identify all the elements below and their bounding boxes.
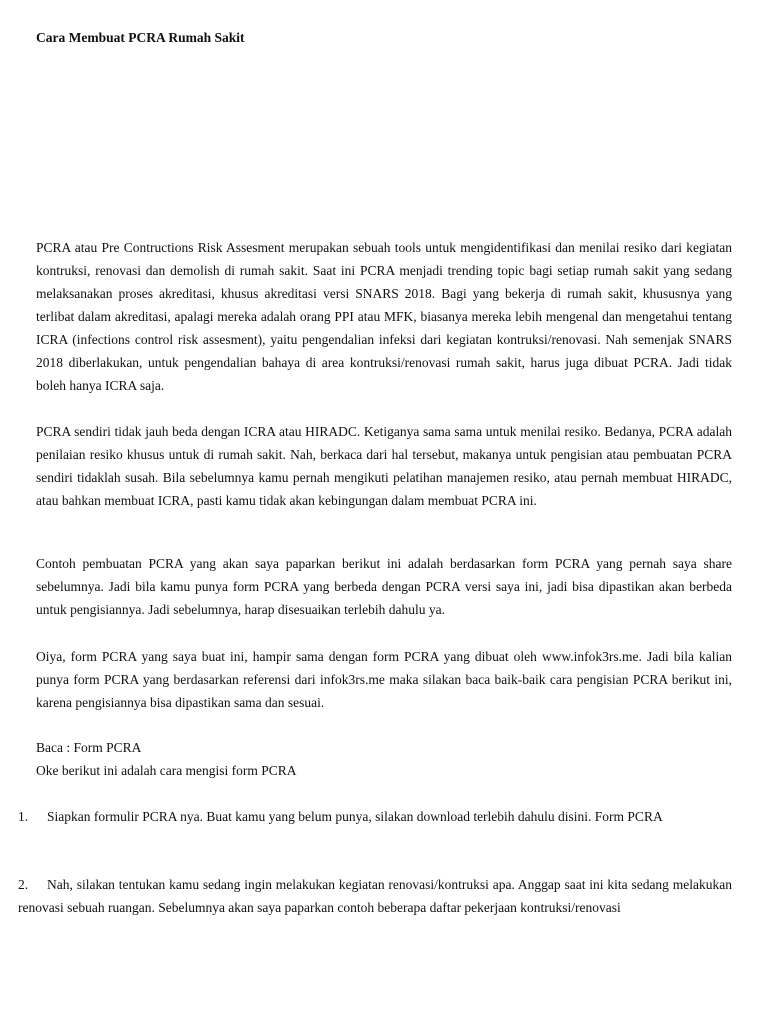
list-item (18, 805, 732, 828)
list-item-number: 1. (18, 809, 29, 824)
document-title: Cara Membuat PCRA Rumah Sakit (36, 30, 245, 45)
read-form-link-line[interactable]: Baca : Form PCRA (36, 740, 142, 755)
list-item (18, 873, 732, 919)
list-item-text: Siapkan formulir PCRA nya. Buat kamu yang belum punya, silakan download terlebih dahulu disini. Form PCRA (47, 809, 663, 824)
list-item-number: 2. (18, 877, 29, 892)
paragraph-example-basis: Contoh pembuatan PCRA yang akan saya paparkan berikut ini adalah berdasarkan form PCRA yang pernah saya share sebelumnya. Jadi bila kamu punya form PCRA yang berbeda dengan PCRA versi saya ini, jadi bisa dipastikan akan berbeda untuk pengisiannya. Jadi sebelumnya, harap disesuaikan terlebih dahulu ya. (36, 556, 732, 617)
list-item-text: Nah, silakan tentukan kamu sedang ingin melakukan kegiatan renovasi/kontruksi apa. Anggap saat ini kita sedang melakukan renovasi sebuah ruangan. Sebelumnya akan saya paparkan contoh beberapa daftar pekerjaan kontruksi/renovasi (18, 877, 732, 915)
paragraph-infok3rs-reference: Oiya, form PCRA yang saya buat ini, hampir sama dengan form PCRA yang dibuat oleh www.infok3rs.me. Jadi bila kalian punya form PCRA yang berdasarkan referensi dari infok3rs.me maka silakan baca baik-baik cara pengisian PCRA berikut ini, karena pengisiannya bisa dipastikan sama dan sesuai. (36, 649, 732, 710)
intro-line: Oke berikut ini adalah cara mengisi form PCRA (36, 763, 297, 778)
paragraph-pcra-definition: PCRA atau Pre Contructions Risk Assesment merupakan sebuah tools untuk mengidentifikasi dan menilai resiko dari kegiatan kontruksi, renovasi dan demolish di rumah sakit. Saat ini PCRA menjadi trending topic bagi setiap rumah sakit yang sedang melaksanakan proses akreditasi, khusus akreditasi versi SNARS 2018. Bagi yang bekerja di rumah sakit, khususnya yang terlibat dalam akreditasi, apalagi mereka adalah orang PPI atau MFK, biasanya mereka lebih mengenal dan mengetahui tentang ICRA (infections control risk assesment), yaitu pengendalian infeksi dari kegiatan kontruksi/renovasi. Nah semenjak SNARS 2018 diberlakukan, untuk pengendalian bahaya di area kontruksi/renovasi rumah sakit, harus juga dibuat PCRA. Jadi tidak boleh hanya ICRA saja. (36, 240, 732, 393)
paragraph-pcra-vs-icra: PCRA sendiri tidak jauh beda dengan ICRA atau HIRADC. Ketiganya sama sama untuk menilai resiko. Bedanya, PCRA adalah penilaian resiko khusus untuk di rumah sakit. Nah, berkaca dari hal tersebut, makanya untuk pengisian atau pembuatan PCRA sendiri tidaklah susah. Bila sebelumnya kamu pernah mengikuti pelatihan manajemen resiko, atau pernah membuat HIRADC, atau bahkan membuat ICRA, pasti kamu tidak akan kebingungan dalam membuat PCRA ini. (36, 424, 732, 508)
